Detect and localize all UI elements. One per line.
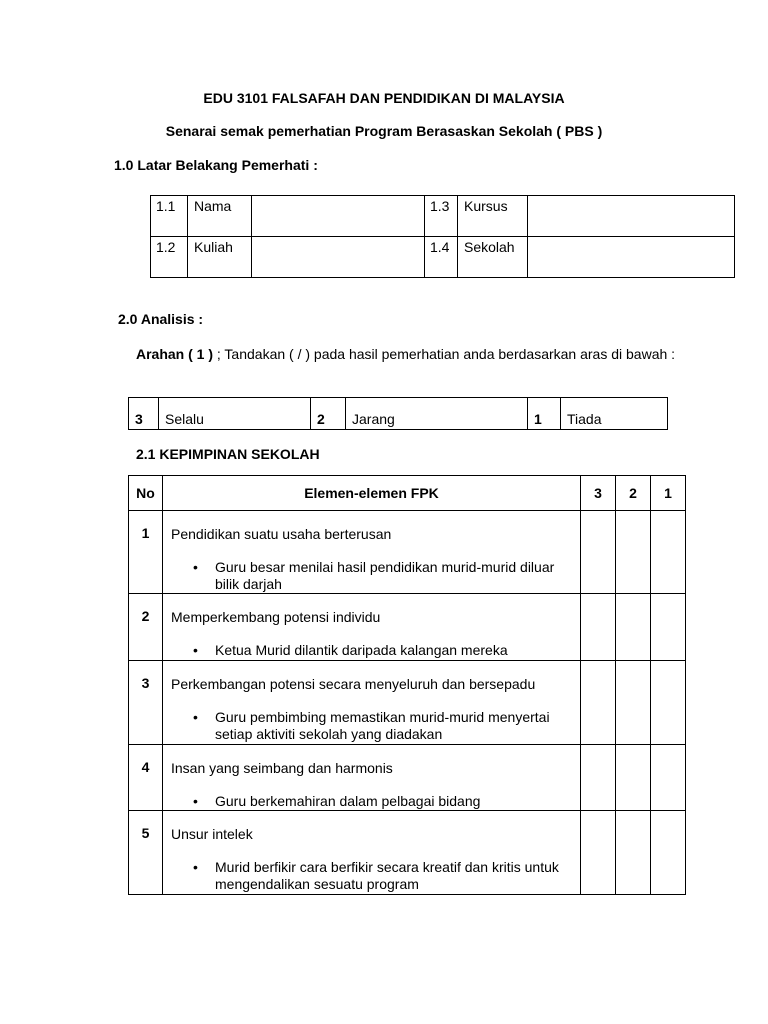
element-bullet <box>171 859 572 893</box>
row-number: 4 <box>129 745 163 811</box>
field-number: 1.4 <box>425 237 458 278</box>
section-2-1-heading: 2.1 KEPIMPINAN SEKOLAH <box>136 446 320 462</box>
row-number: 2 <box>129 594 163 661</box>
column-header-no: No <box>129 476 163 511</box>
bullet-text: Ketua Murid dilantik daripada kalangan mereka <box>215 642 508 658</box>
checkbox-cell-2[interactable] <box>616 661 651 745</box>
element-cell <box>163 661 581 745</box>
checkbox-cell-2[interactable] <box>616 511 651 594</box>
row-number: 1 <box>129 511 163 594</box>
element-bullet <box>171 559 572 593</box>
rating-scale-table <box>128 397 668 430</box>
checkbox-cell-3[interactable] <box>581 745 616 811</box>
scale-label: Selalu <box>159 398 311 430</box>
section-1-heading: 1.0 Latar Belakang Pemerhati : <box>114 157 318 173</box>
bullet-text: Guru berkemahiran dalam pelbagai bidang <box>215 793 481 809</box>
field-label: Kuliah <box>188 237 252 278</box>
checkbox-cell-3[interactable] <box>581 511 616 594</box>
element-bullet <box>171 642 572 659</box>
element-cell <box>163 811 581 895</box>
field-number: 1.3 <box>425 196 458 237</box>
scale-value: 3 <box>129 398 159 430</box>
fpk-checklist-table <box>128 475 686 895</box>
field-value-sekolah[interactable] <box>528 237 735 278</box>
element-cell <box>163 511 581 594</box>
element-cell <box>163 594 581 661</box>
table-row <box>129 511 686 594</box>
checkbox-cell-1[interactable] <box>651 594 686 661</box>
checkbox-cell-3[interactable] <box>581 661 616 745</box>
column-header-2: 2 <box>616 476 651 511</box>
table-row <box>129 594 686 661</box>
field-number: 1.2 <box>151 237 188 278</box>
table-row <box>151 196 735 237</box>
checkbox-cell-3[interactable] <box>581 811 616 895</box>
field-label: Sekolah <box>458 237 528 278</box>
table-row <box>151 237 735 278</box>
document-subtitle: Senarai semak pemerhatian Program Berasaskan Sekolah ( PBS ) <box>165 123 603 139</box>
bullet-icon: • <box>193 859 198 875</box>
bullet-icon: • <box>193 642 198 658</box>
field-value-nama[interactable] <box>252 196 425 237</box>
bullet-text: Murid berfikir cara berfikir secara kreatif dan kritis untuk mengendalikan sesuatu program <box>215 859 559 892</box>
element-cell <box>163 745 581 811</box>
document-title: EDU 3101 FALSAFAH DAN PENDIDIKAN DI MALAYSIA <box>203 90 565 106</box>
field-label: Nama <box>188 196 252 237</box>
scale-value: 2 <box>311 398 346 430</box>
table-row <box>129 398 668 430</box>
bullet-icon: • <box>193 559 198 575</box>
field-number: 1.1 <box>151 196 188 237</box>
scale-value: 1 <box>528 398 561 430</box>
bullet-icon: • <box>193 793 198 809</box>
row-number: 3 <box>129 661 163 745</box>
table-row <box>129 811 686 895</box>
checkbox-cell-1[interactable] <box>651 811 686 895</box>
row-number: 5 <box>129 811 163 895</box>
table-row <box>129 661 686 745</box>
checkbox-cell-1[interactable] <box>651 511 686 594</box>
field-label: Kursus <box>458 196 528 237</box>
field-value-kursus[interactable] <box>528 196 735 237</box>
instruction-body: ; Tandakan ( / ) pada hasil pemerhatian anda berdasarkan aras di bawah : <box>213 346 676 362</box>
bullet-icon: • <box>193 709 198 725</box>
scale-label: Tiada <box>561 398 668 430</box>
checkbox-cell-1[interactable] <box>651 661 686 745</box>
table-header-row <box>129 476 686 511</box>
scale-label: Jarang <box>346 398 528 430</box>
element-bullet <box>171 709 572 743</box>
element-title: Insan yang seimbang dan harmonis <box>171 760 393 776</box>
bullet-text: Guru besar menilai hasil pendidikan murid-murid diluar bilik darjah <box>215 559 555 592</box>
element-title: Memperkembang potensi individu <box>171 609 381 625</box>
element-title: Unsur intelek <box>171 826 253 842</box>
element-title: Pendidikan suatu usaha berterusan <box>171 526 392 542</box>
checkbox-cell-3[interactable] <box>581 594 616 661</box>
checkbox-cell-2[interactable] <box>616 594 651 661</box>
checkbox-cell-2[interactable] <box>616 811 651 895</box>
column-header-element: Elemen-elemen FPK <box>163 476 581 511</box>
element-title: Perkembangan potensi secara menyeluruh dan bersepadu <box>171 676 536 692</box>
checkbox-cell-1[interactable] <box>651 745 686 811</box>
bullet-text: Guru pembimbing memastikan murid-murid menyertai setiap aktiviti sekolah yang diadakan <box>215 709 550 742</box>
observer-background-table <box>150 195 735 278</box>
column-header-1: 1 <box>651 476 686 511</box>
column-header-3: 3 <box>581 476 616 511</box>
table-row <box>129 745 686 811</box>
instruction-text <box>136 344 676 364</box>
instruction-label: Arahan ( 1 ) <box>136 346 214 362</box>
checkbox-cell-2[interactable] <box>616 745 651 811</box>
field-value-kuliah[interactable] <box>252 237 425 278</box>
element-bullet <box>171 793 572 810</box>
section-2-heading: 2.0 Analisis : <box>118 311 204 327</box>
